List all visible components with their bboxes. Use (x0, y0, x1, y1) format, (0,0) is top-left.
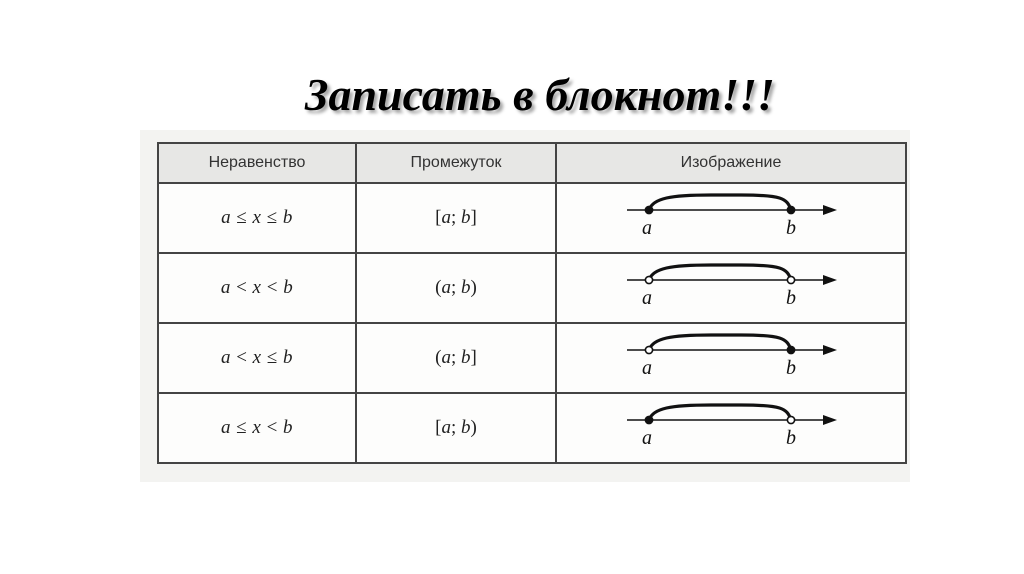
inequality-cell (158, 393, 356, 463)
interval-arc (649, 195, 791, 210)
endpoint-b (787, 346, 794, 353)
interval-notation: [a; b] (435, 207, 477, 228)
endpoint-a (645, 416, 652, 423)
inequality-expression: a ≤ x < b (220, 417, 294, 438)
label-b: b (786, 427, 796, 449)
label-b: b (786, 357, 796, 379)
inequality-cell (158, 253, 356, 323)
table-row (158, 393, 906, 463)
inequality-expression: a < x ≤ b (220, 347, 294, 368)
interval-cell (356, 253, 556, 323)
interval-arc (649, 335, 791, 350)
endpoint-b (787, 206, 794, 213)
table-header-row (158, 143, 906, 183)
number-line-diagram (601, 330, 861, 386)
interval-notation: [a; b) (435, 417, 477, 438)
interval-cell (356, 323, 556, 393)
interval-arc (649, 265, 791, 280)
number-line-cell (556, 183, 906, 253)
header-interval: Промежуток (356, 143, 556, 183)
label-a: a (642, 217, 652, 239)
table-row (158, 183, 906, 253)
inequality-expression: a ≤ x ≤ b (221, 207, 293, 228)
endpoint-a (645, 346, 652, 353)
number-line-cell (556, 253, 906, 323)
number-line-diagram (601, 260, 861, 316)
arrow-head-icon (823, 345, 837, 355)
inequality-cell (158, 183, 356, 253)
number-line-cell (556, 323, 906, 393)
label-b: b (786, 217, 796, 239)
arrow-head-icon (823, 205, 837, 215)
label-a: a (642, 357, 652, 379)
number-line-diagram (601, 400, 861, 456)
label-a: a (642, 427, 652, 449)
endpoint-b (787, 416, 794, 423)
label-b: b (786, 287, 796, 309)
endpoint-a (645, 206, 652, 213)
inequality-expression: a < x < b (220, 277, 294, 298)
table-row (158, 253, 906, 323)
table-row (158, 323, 906, 393)
inequality-cell (158, 323, 356, 393)
label-a: a (642, 287, 652, 309)
header-image: Изображение (556, 143, 906, 183)
interval-notation: (a; b) (435, 277, 477, 298)
interval-cell (356, 183, 556, 253)
inequality-table (157, 142, 907, 464)
interval-notation: (a; b] (435, 347, 477, 368)
page-title: Записать в блокнот!!! (305, 69, 775, 120)
endpoint-b (787, 276, 794, 283)
arrow-head-icon (823, 415, 837, 425)
arrow-head-icon (823, 275, 837, 285)
number-line-cell (556, 393, 906, 463)
interval-arc (649, 405, 791, 420)
endpoint-a (645, 276, 652, 283)
number-line-diagram (601, 190, 861, 246)
header-inequality: Неравенство (158, 143, 356, 183)
interval-cell (356, 393, 556, 463)
